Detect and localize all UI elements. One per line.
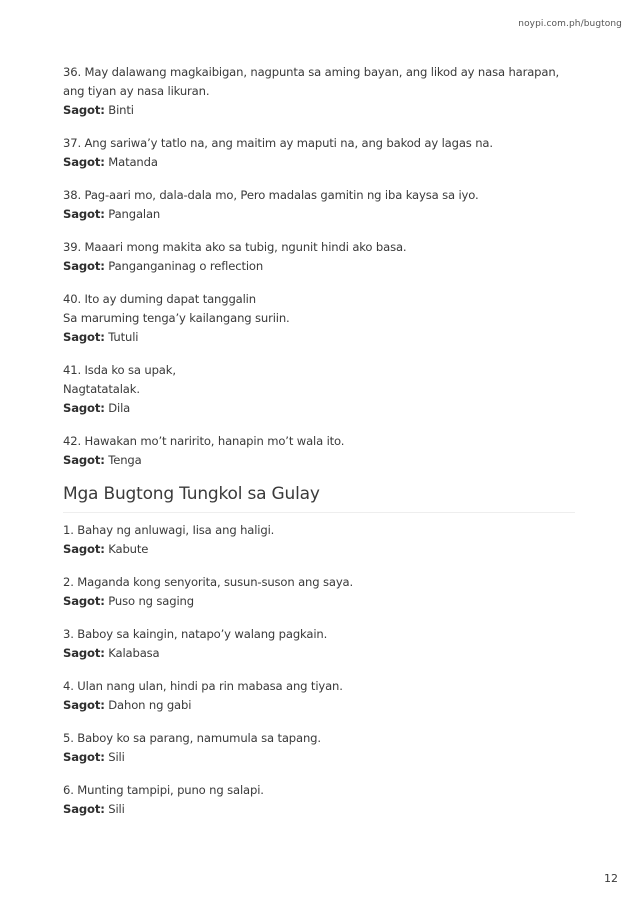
riddle-question: 40. Ito ay duming dapat tanggalin Sa maruming tenga’y kailangang suriin. [63, 292, 290, 325]
riddle-question: 41. Isda ko sa upak, Nagtatatalak. [63, 363, 176, 396]
answer-label: Sagot: [63, 103, 105, 117]
riddle-item [63, 781, 575, 819]
answer-label: Sagot: [63, 594, 105, 608]
riddle-item [63, 729, 575, 767]
riddle-item [63, 361, 575, 418]
riddle-item [63, 238, 575, 276]
answer-label: Sagot: [63, 698, 105, 712]
answer-value: Pangalan [108, 207, 161, 221]
riddle-answer [63, 451, 575, 470]
answer-label: Sagot: [63, 542, 105, 556]
riddle-question: 5. Baboy ko sa parang, namumula sa tapang. [63, 731, 321, 745]
answer-value: Matanda [108, 155, 158, 169]
riddle-answer [63, 328, 575, 347]
riddle-item [63, 677, 575, 715]
answer-value: Kabute [108, 542, 149, 556]
answer-label: Sagot: [63, 453, 105, 467]
riddle-answer [63, 399, 575, 418]
answer-value: Panganganinag o reflection [108, 259, 264, 273]
riddle-answer [63, 153, 575, 172]
answer-label: Sagot: [63, 259, 105, 273]
riddle-item [63, 625, 575, 663]
riddle-answer [63, 101, 575, 120]
riddle-item [63, 573, 575, 611]
riddle-list-vegetables [63, 521, 575, 819]
answer-label: Sagot: [63, 401, 105, 415]
riddle-answer [63, 540, 575, 559]
answer-label: Sagot: [63, 207, 105, 221]
riddle-list-general [63, 63, 575, 470]
riddle-question: 37. Ang sariwa’y tatlo na, ang maitim ay maputi na, ang bakod ay lagas na. [63, 136, 493, 150]
riddle-question: 39. Maaari mong makita ako sa tubig, ngunit hindi ako basa. [63, 240, 407, 254]
riddle-question: 3. Baboy sa kaingin, natapo’y walang pagkain. [63, 627, 328, 641]
answer-value: Sili [108, 750, 125, 764]
riddle-item [63, 134, 575, 172]
answer-value: Puso ng saging [108, 594, 194, 608]
answer-value: Kalabasa [108, 646, 160, 660]
riddle-answer [63, 257, 575, 276]
answer-label: Sagot: [63, 646, 105, 660]
answer-value: Dila [108, 401, 131, 415]
riddle-question: 6. Munting tampipi, puno ng salapi. [63, 783, 264, 797]
riddle-question: 38. Pag-aari mo, dala-dala mo, Pero madalas gamitin ng iba kaysa sa iyo. [63, 188, 479, 202]
riddle-item [63, 432, 575, 470]
document-body [63, 63, 575, 833]
riddle-answer [63, 205, 575, 224]
riddle-answer [63, 696, 575, 715]
answer-label: Sagot: [63, 155, 105, 169]
answer-value: Binti [108, 103, 134, 117]
riddle-item [63, 186, 575, 224]
answer-label: Sagot: [63, 330, 105, 344]
source-url: noypi.com.ph/bugtong [518, 19, 622, 29]
riddle-item [63, 63, 575, 120]
page-number: 12 [604, 872, 618, 885]
riddle-item [63, 521, 575, 559]
riddle-question: 42. Hawakan mo’t naririto, hanapin mo’t wala ito. [63, 434, 345, 448]
riddle-answer [63, 644, 575, 663]
answer-value: Tutuli [108, 330, 139, 344]
riddle-question: 36. May dalawang magkaibigan, nagpunta sa aming bayan, ang likod ay nasa harapan, ang tiyan ay nasa likuran. [63, 65, 560, 98]
riddle-question: 1. Bahay ng anluwagi, Iisa ang haligi. [63, 523, 275, 537]
answer-label: Sagot: [63, 802, 105, 816]
answer-value: Sili [108, 802, 125, 816]
answer-label: Sagot: [63, 750, 105, 764]
riddle-answer [63, 592, 575, 611]
riddle-question: 2. Maganda kong senyorita, susun-suson ang saya. [63, 575, 354, 589]
riddle-answer [63, 748, 575, 767]
section-heading: Mga Bugtong Tungkol sa Gulay [63, 484, 575, 513]
answer-value: Tenga [108, 453, 142, 467]
riddle-answer [63, 800, 575, 819]
riddle-question: 4. Ulan nang ulan, hindi pa rin mabasa ang tiyan. [63, 679, 343, 693]
answer-value: Dahon ng gabi [108, 698, 192, 712]
riddle-item [63, 290, 575, 347]
